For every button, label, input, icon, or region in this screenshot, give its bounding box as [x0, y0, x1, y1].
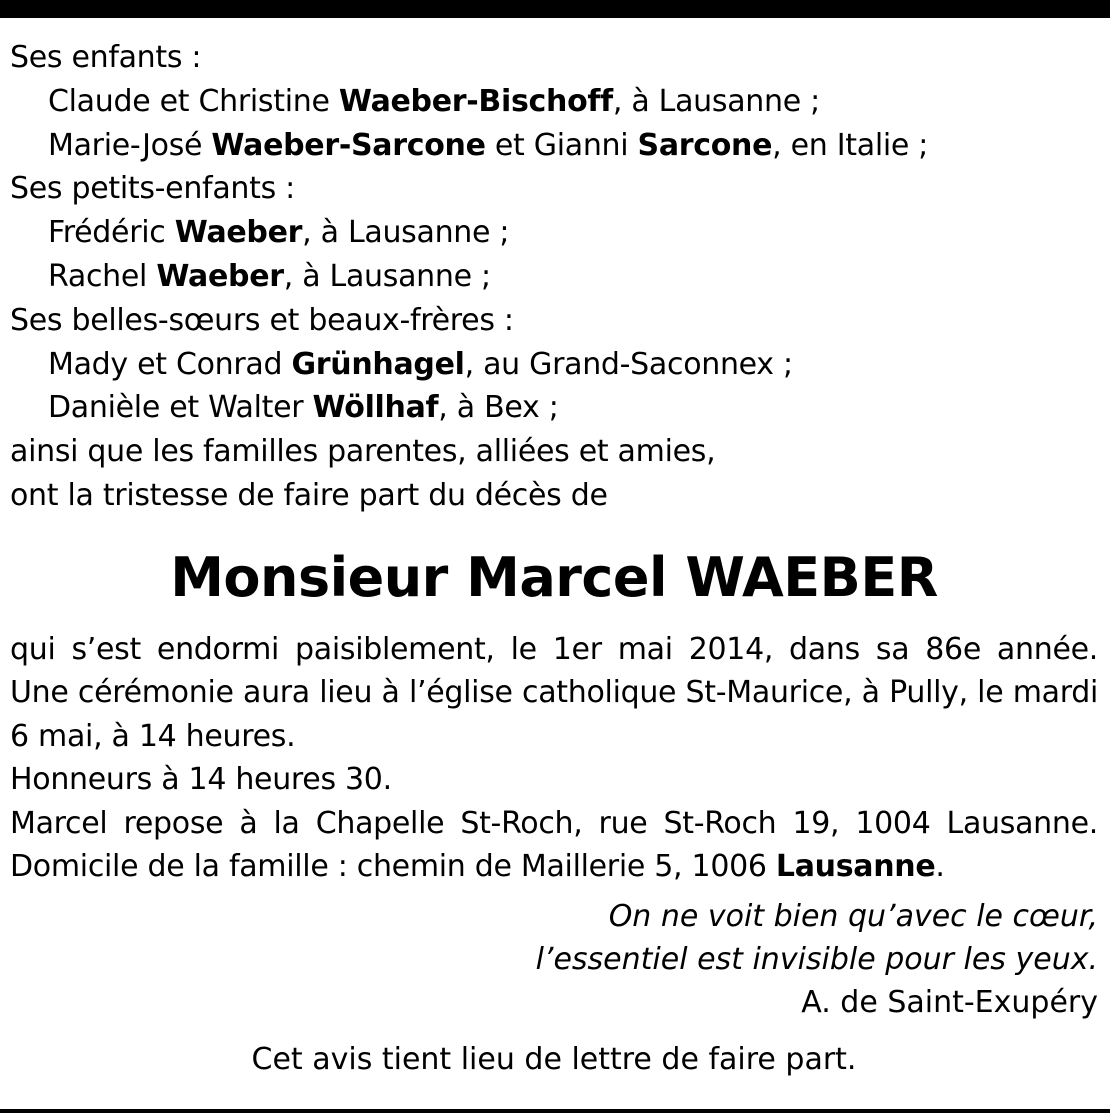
grandchild-entry — [10, 211, 1098, 255]
inlaw-surname: Wöllhaf — [312, 390, 439, 426]
child-location: , à Lausanne ; — [612, 83, 820, 119]
inlaw-entry — [10, 386, 1098, 430]
family-address-line — [10, 845, 1098, 889]
address-city: Lausanne — [775, 849, 936, 885]
grandchild-surname: Waeber — [174, 215, 303, 251]
inlaws-heading: Ses belles-sœurs et beaux-frères : — [10, 302, 514, 338]
announcement-line: ont la tristesse de faire part du décès de — [10, 477, 608, 513]
obituary-notice — [10, 36, 1098, 1081]
grandchild-first-name: Rachel — [48, 258, 157, 294]
grandchild-location: , à Lausanne ; — [283, 258, 491, 294]
grandchild-entry — [10, 255, 1098, 299]
child-surname: Waeber-Bischoff — [338, 83, 613, 119]
inlaw-location: , au Grand-Saconnex ; — [464, 346, 793, 382]
deceased-name-heading: Monsieur Marcel WAEBER — [170, 545, 938, 609]
quote-line: On ne voit bien qu’avec le cœur, — [608, 898, 1098, 934]
ceremony-line: Une cérémonie aura lieu à l’église catholique St-Maurice, à Pully, le mardi — [10, 675, 1098, 711]
inlaw-first-names: Mady et Conrad — [48, 346, 292, 382]
inlaw-first-names: Danièle et Walter — [48, 390, 313, 426]
child-entry — [10, 124, 1098, 168]
address-end: . — [935, 849, 945, 885]
honours-line: Honneurs à 14 heures 30. — [10, 762, 392, 798]
passing-line: qui s’est endormi paisiblement, le 1er mai 2014, dans sa 86e année. — [10, 631, 1098, 667]
child-surname: Waeber-Sarcone — [211, 127, 486, 163]
inlaw-entry — [10, 343, 1098, 387]
child-first-names: Claude et Christine — [48, 83, 339, 119]
quote-block — [10, 895, 1098, 981]
grandchild-location: , à Lausanne ; — [302, 215, 510, 251]
ceremony-time-line: 6 mai, à 14 heures. — [10, 718, 296, 754]
children-heading: Ses enfants : — [10, 40, 202, 75]
grandchild-surname: Waeber — [156, 258, 284, 294]
child-first-name: Marie-José — [48, 127, 212, 163]
quote-author: A. de Saint-Exupéry — [801, 984, 1098, 1020]
resting-place-line: Marcel repose à la Chapelle St-Roch, rue St-Roch 19, 1004 Lausanne. — [10, 805, 1098, 841]
inlaw-surname: Grünhagel — [291, 346, 465, 382]
relatives-line: ainsi que les familles parentes, alliées et amies, — [10, 434, 716, 470]
child-entry — [10, 80, 1098, 124]
quote-line: l’essentiel est invisible pour les yeux. — [535, 941, 1098, 977]
bottom-border-rule — [0, 1109, 1110, 1113]
grandchildren-heading: Ses petits-enfants : — [10, 171, 295, 207]
grandchild-first-name: Frédéric — [48, 215, 175, 251]
address-text: Domicile de la famille : chemin de Maillerie 5, 1006 — [10, 849, 776, 885]
closing-note: Cet avis tient lieu de lettre de faire part. — [251, 1041, 857, 1077]
inlaw-location: , à Bex ; — [438, 390, 559, 426]
top-border-rule — [0, 0, 1110, 18]
spouse-surname: Sarcone — [637, 127, 773, 163]
child-location: , en Italie ; — [772, 127, 929, 163]
spouse-first-name: et Gianni — [485, 127, 638, 163]
